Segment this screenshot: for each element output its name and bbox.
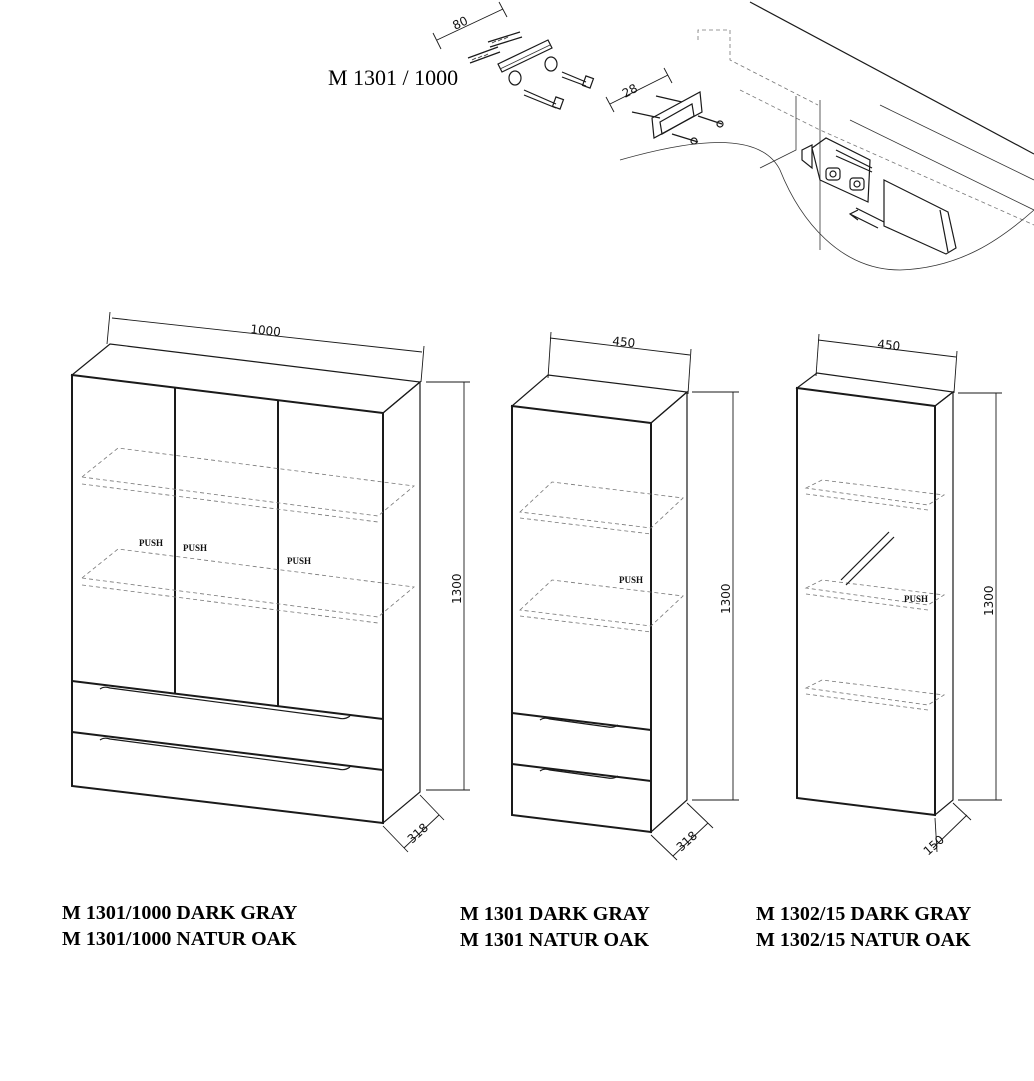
cabinet-1000-depth-label: 318 [404, 820, 432, 847]
cabinet-450-width-dim [548, 332, 691, 394]
dim-28 [606, 68, 672, 112]
wall-illustration [620, 2, 1034, 270]
cabinet-450-push: PUSH [619, 575, 644, 585]
captions [62, 902, 972, 951]
caption-2-line-2: M 1301 NATUR OAK [460, 929, 650, 951]
wall-plate-bracket [632, 92, 723, 144]
cabinet-mirror [797, 334, 1002, 858]
cabinet-450-height-label: 1300 [719, 583, 733, 614]
caption-3-line-2: M 1302/15 NATUR OAK [756, 929, 971, 951]
cabinet-450-depth-label: 318 [673, 828, 701, 855]
mounting-detail [328, 2, 1034, 270]
cabinet-1000-depth-dim [383, 795, 444, 852]
cabinet-mirror-height-dim [958, 393, 1002, 800]
caption-1-line-2: M 1301/1000 NATUR OAK [62, 928, 297, 950]
cabinet-1000-width-dim [107, 312, 424, 382]
cabinet-1000-push-1: PUSH [139, 538, 164, 548]
cabinet-mirror-depth-dim [921, 803, 971, 858]
cabinet-450-depth-dim [651, 803, 713, 860]
dim-80 [433, 2, 507, 49]
caption-1-line-1: M 1301/1000 DARK GRAY [62, 902, 298, 924]
cabinet-450-height-dim [692, 392, 739, 800]
cabinet-mirror-width-label: 450 [876, 337, 901, 354]
cabinet-450 [512, 332, 739, 860]
wall-rail-bracket [468, 32, 593, 109]
cabinet-1000-height-label: 1300 [450, 573, 464, 604]
caption-3-line-1: M 1302/15 DARK GRAY [756, 903, 972, 925]
cabinet-1000-push-2: PUSH [183, 543, 208, 553]
dim-28-label: 28 [619, 81, 640, 101]
mounting-model-label: M 1301 / 1000 [328, 65, 459, 90]
cabinet-450-width-label: 450 [611, 334, 636, 351]
caption-2-line-1: M 1301 DARK GRAY [460, 903, 650, 925]
cabinet-1000-height-dim [426, 382, 470, 790]
cabinet-mirror-width-dim [816, 334, 957, 393]
dim-80-label: 80 [450, 13, 471, 33]
cabinet-mirror-height-label: 1300 [982, 585, 996, 616]
cabinet-1000-width-label: 1000 [249, 322, 282, 340]
cabinet-1000-push-3: PUSH [287, 556, 312, 566]
cabinet-mirror-push: PUSH [904, 594, 929, 604]
cabinet-mirror-depth-label: 150 [920, 832, 948, 859]
cabinet-1000 [72, 312, 470, 852]
hanger-bracket [802, 138, 956, 254]
